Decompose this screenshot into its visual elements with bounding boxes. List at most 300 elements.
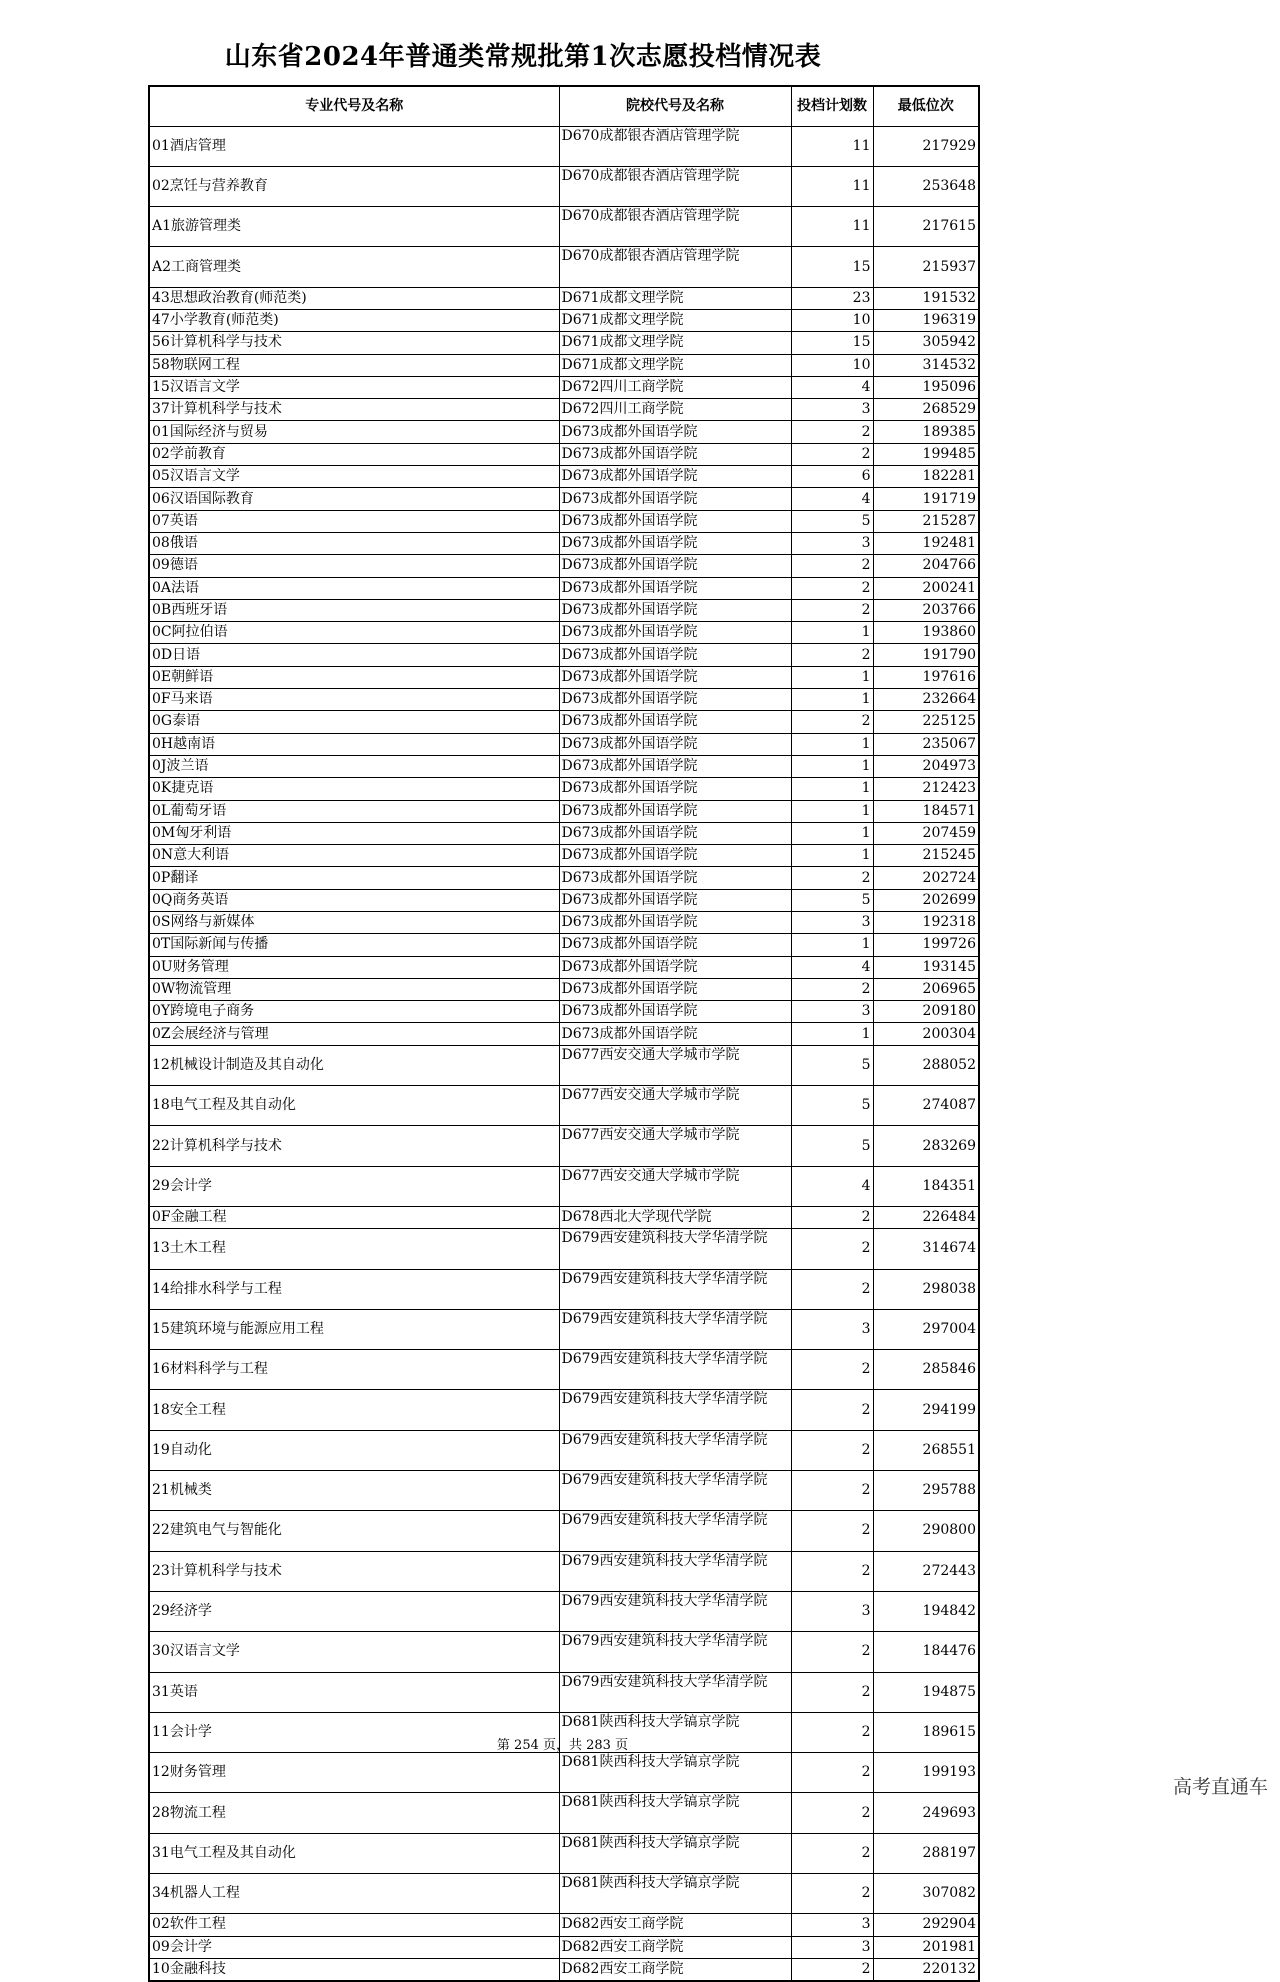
cell-plan-count: 3 <box>791 1001 873 1023</box>
cell-major: 01国际经济与贸易 <box>149 421 559 443</box>
cell-major: 0S网络与新媒体 <box>149 912 559 934</box>
cell-min-rank: 192318 <box>873 912 979 934</box>
table-row <box>149 800 979 822</box>
cell-major: 31电气工程及其自动化 <box>149 1833 559 1873</box>
table-row <box>149 934 979 956</box>
cell-min-rank: 314532 <box>873 354 979 376</box>
cell-plan-count: 10 <box>791 354 873 376</box>
column-header-major: 专业代号及名称 <box>149 86 559 126</box>
table-row <box>149 1309 979 1349</box>
cell-school: D673成都外国语学院 <box>559 622 791 644</box>
cell-school: D679西安建筑科技大学华清学院 <box>559 1309 791 1349</box>
table-row <box>149 1632 979 1672</box>
cell-plan-count: 11 <box>791 166 873 206</box>
cell-major: 0W物流管理 <box>149 978 559 1000</box>
cell-major: 13土木工程 <box>149 1229 559 1269</box>
cell-major: 14给排水科学与工程 <box>149 1269 559 1309</box>
cell-major: 0U财务管理 <box>149 956 559 978</box>
table-row <box>149 622 979 644</box>
cell-school: D677西安交通大学城市学院 <box>559 1166 791 1206</box>
page-title: 山东省2024年普通类常规批第1次志愿投档情况表 <box>224 42 822 72</box>
cell-school: D670成都银杏酒店管理学院 <box>559 247 791 287</box>
cell-major: 02烹饪与营养教育 <box>149 166 559 206</box>
cell-min-rank: 184476 <box>873 1632 979 1672</box>
table-row <box>149 1269 979 1309</box>
cell-plan-count: 1 <box>791 733 873 755</box>
table-row <box>149 733 979 755</box>
cell-min-rank: 283269 <box>873 1126 979 1166</box>
cell-min-rank: 307082 <box>873 1874 979 1914</box>
cell-major: 34机器人工程 <box>149 1874 559 1914</box>
cell-school: D673成都外国语学院 <box>559 488 791 510</box>
cell-school: D677西安交通大学城市学院 <box>559 1086 791 1126</box>
cell-plan-count: 3 <box>791 1936 873 1958</box>
cell-min-rank: 191790 <box>873 644 979 666</box>
table-row <box>149 488 979 510</box>
cell-plan-count: 2 <box>791 711 873 733</box>
column-header-school: 院校代号及名称 <box>559 86 791 126</box>
cell-school: D679西安建筑科技大学华清学院 <box>559 1591 791 1631</box>
cell-min-rank: 206965 <box>873 978 979 1000</box>
cell-plan-count: 3 <box>791 532 873 554</box>
table-row <box>149 1023 979 1045</box>
cell-school: D673成都外国语学院 <box>559 644 791 666</box>
cell-min-rank: 220132 <box>873 1958 979 1980</box>
cell-major: 30汉语言文学 <box>149 1632 559 1672</box>
cell-min-rank: 235067 <box>873 733 979 755</box>
cell-major: 22计算机科学与技术 <box>149 1126 559 1166</box>
table-body <box>149 126 979 1981</box>
cell-school: D672四川工商学院 <box>559 399 791 421</box>
table-row <box>149 1753 979 1793</box>
table-row <box>149 1591 979 1631</box>
cell-school: D679西安建筑科技大学华清学院 <box>559 1350 791 1390</box>
cell-plan-count: 2 <box>791 1229 873 1269</box>
watermark: 高考直通车 <box>1172 1776 1268 1798</box>
cell-plan-count: 2 <box>791 1793 873 1833</box>
cell-school: D682西安工商学院 <box>559 1936 791 1958</box>
cell-plan-count: 1 <box>791 778 873 800</box>
table-row <box>149 1936 979 1958</box>
cell-major: 0Q商务英语 <box>149 889 559 911</box>
column-header-min-rank: 最低位次 <box>873 86 979 126</box>
cell-min-rank: 274087 <box>873 1086 979 1126</box>
table-row <box>149 689 979 711</box>
cell-plan-count: 2 <box>791 1350 873 1390</box>
cell-school: D682西安工商学院 <box>559 1958 791 1980</box>
cell-major: 29经济学 <box>149 1591 559 1631</box>
cell-major: 0J波兰语 <box>149 755 559 777</box>
cell-plan-count: 2 <box>791 1430 873 1470</box>
cell-plan-count: 1 <box>791 666 873 688</box>
cell-plan-count: 2 <box>791 577 873 599</box>
table-header-row <box>149 86 979 126</box>
table-row <box>149 1914 979 1936</box>
cell-min-rank: 215937 <box>873 247 979 287</box>
table-row <box>149 845 979 867</box>
cell-school: D678西北大学现代学院 <box>559 1206 791 1228</box>
cell-major: 0A法语 <box>149 577 559 599</box>
cell-major: 0M匈牙利语 <box>149 822 559 844</box>
column-header-plan-count: 投档计划数 <box>791 86 873 126</box>
cell-min-rank: 294199 <box>873 1390 979 1430</box>
cell-min-rank: 196319 <box>873 309 979 331</box>
cell-plan-count: 2 <box>791 978 873 1000</box>
cell-major: 12机械设计制造及其自动化 <box>149 1045 559 1085</box>
cell-school: D673成都外国语学院 <box>559 1023 791 1045</box>
cell-major: 0E朝鲜语 <box>149 666 559 688</box>
cell-plan-count: 3 <box>791 912 873 934</box>
cell-school: D673成都外国语学院 <box>559 733 791 755</box>
table-row <box>149 1086 979 1126</box>
cell-major: 0Z会展经济与管理 <box>149 1023 559 1045</box>
cell-min-rank: 288052 <box>873 1045 979 1085</box>
cell-min-rank: 209180 <box>873 1001 979 1023</box>
cell-plan-count: 4 <box>791 1166 873 1206</box>
cell-school: D673成都外国语学院 <box>559 956 791 978</box>
cell-major: 0F马来语 <box>149 689 559 711</box>
cell-major: 06汉语国际教育 <box>149 488 559 510</box>
cell-major: 09会计学 <box>149 1936 559 1958</box>
cell-major: 0K捷克语 <box>149 778 559 800</box>
cell-min-rank: 201981 <box>873 1936 979 1958</box>
table-row <box>149 1833 979 1873</box>
cell-school: D679西安建筑科技大学华清学院 <box>559 1430 791 1470</box>
table-row <box>149 1390 979 1430</box>
cell-min-rank: 195096 <box>873 376 979 398</box>
cell-min-rank: 215287 <box>873 510 979 532</box>
cell-plan-count: 5 <box>791 1086 873 1126</box>
cell-plan-count: 2 <box>791 1712 873 1752</box>
cell-major: 0Y跨境电子商务 <box>149 1001 559 1023</box>
cell-min-rank: 184351 <box>873 1166 979 1206</box>
cell-min-rank: 207459 <box>873 822 979 844</box>
cell-school: D677西安交通大学城市学院 <box>559 1045 791 1085</box>
table-row <box>149 555 979 577</box>
cell-school: D673成都外国语学院 <box>559 755 791 777</box>
table-row <box>149 1001 979 1023</box>
cell-major: 47小学教育(师范类) <box>149 309 559 331</box>
table-row <box>149 1350 979 1390</box>
cell-plan-count: 1 <box>791 845 873 867</box>
cell-plan-count: 2 <box>791 1833 873 1873</box>
cell-min-rank: 184571 <box>873 800 979 822</box>
cell-major: 58物联网工程 <box>149 354 559 376</box>
cell-min-rank: 191719 <box>873 488 979 510</box>
cell-plan-count: 1 <box>791 800 873 822</box>
table-row <box>149 126 979 166</box>
cell-plan-count: 3 <box>791 1914 873 1936</box>
cell-school: D679西安建筑科技大学华清学院 <box>559 1511 791 1551</box>
cell-min-rank: 199726 <box>873 934 979 956</box>
cell-min-rank: 193145 <box>873 956 979 978</box>
cell-plan-count: 2 <box>791 1874 873 1914</box>
cell-min-rank: 215245 <box>873 845 979 867</box>
cell-min-rank: 268529 <box>873 399 979 421</box>
table-row <box>149 421 979 443</box>
table-row <box>149 1793 979 1833</box>
cell-major: 11会计学 <box>149 1712 559 1752</box>
cell-school: D673成都外国语学院 <box>559 466 791 488</box>
cell-school: D679西安建筑科技大学华清学院 <box>559 1632 791 1672</box>
cell-school: D679西安建筑科技大学华清学院 <box>559 1551 791 1591</box>
table-row <box>149 309 979 331</box>
table-row <box>149 443 979 465</box>
cell-school: D671成都文理学院 <box>559 354 791 376</box>
cell-school: D673成都外国语学院 <box>559 689 791 711</box>
table-row <box>149 822 979 844</box>
cell-plan-count: 2 <box>791 443 873 465</box>
table-row <box>149 889 979 911</box>
cell-major: 23计算机科学与技术 <box>149 1551 559 1591</box>
cell-plan-count: 1 <box>791 755 873 777</box>
cell-min-rank: 290800 <box>873 1511 979 1551</box>
cell-min-rank: 204766 <box>873 555 979 577</box>
page-number: 第 254 页，共 283 页 <box>496 1738 629 1753</box>
cell-plan-count: 3 <box>791 1309 873 1349</box>
table-row <box>149 956 979 978</box>
cell-plan-count: 3 <box>791 1591 873 1631</box>
table-row <box>149 247 979 287</box>
table-row <box>149 1511 979 1551</box>
cell-school: D673成都外国语学院 <box>559 822 791 844</box>
cell-min-rank: 197616 <box>873 666 979 688</box>
cell-major: 37计算机科学与技术 <box>149 399 559 421</box>
cell-plan-count: 1 <box>791 1023 873 1045</box>
cell-school: D673成都外国语学院 <box>559 867 791 889</box>
table-row <box>149 166 979 206</box>
cell-plan-count: 2 <box>791 1672 873 1712</box>
cell-school: D673成都外国语学院 <box>559 1001 791 1023</box>
cell-major: 31英语 <box>149 1672 559 1712</box>
cell-school: D673成都外国语学院 <box>559 978 791 1000</box>
cell-school: D679西安建筑科技大学华清学院 <box>559 1229 791 1269</box>
cell-school: D673成都外国语学院 <box>559 845 791 867</box>
cell-plan-count: 2 <box>791 867 873 889</box>
cell-plan-count: 6 <box>791 466 873 488</box>
table-row <box>149 1166 979 1206</box>
table-row <box>149 978 979 1000</box>
cell-plan-count: 2 <box>791 1551 873 1591</box>
table-row <box>149 399 979 421</box>
cell-major: 15汉语言文学 <box>149 376 559 398</box>
cell-min-rank: 189385 <box>873 421 979 443</box>
cell-min-rank: 212423 <box>873 778 979 800</box>
cell-major: 0D日语 <box>149 644 559 666</box>
cell-school: D679西安建筑科技大学华清学院 <box>559 1269 791 1309</box>
cell-major: 56计算机科学与技术 <box>149 332 559 354</box>
table-row <box>149 1430 979 1470</box>
cell-school: D673成都外国语学院 <box>559 800 791 822</box>
admission-table <box>148 85 980 1982</box>
cell-school: D673成都外国语学院 <box>559 555 791 577</box>
cell-major: 15建筑环境与能源应用工程 <box>149 1309 559 1349</box>
cell-major: 10金融科技 <box>149 1958 559 1980</box>
cell-plan-count: 4 <box>791 488 873 510</box>
table-row <box>149 912 979 934</box>
cell-min-rank: 314674 <box>873 1229 979 1269</box>
cell-school: D671成都文理学院 <box>559 287 791 309</box>
cell-school: D679西安建筑科技大学华清学院 <box>559 1471 791 1511</box>
cell-plan-count: 2 <box>791 1206 873 1228</box>
cell-school: D673成都外国语学院 <box>559 599 791 621</box>
cell-min-rank: 203766 <box>873 599 979 621</box>
cell-school: D673成都外国语学院 <box>559 510 791 532</box>
table-row <box>149 778 979 800</box>
cell-plan-count: 2 <box>791 599 873 621</box>
table-row <box>149 755 979 777</box>
cell-major: 28物流工程 <box>149 1793 559 1833</box>
table-row <box>149 354 979 376</box>
cell-min-rank: 285846 <box>873 1350 979 1390</box>
cell-min-rank: 226484 <box>873 1206 979 1228</box>
cell-plan-count: 5 <box>791 1045 873 1085</box>
cell-min-rank: 200241 <box>873 577 979 599</box>
cell-min-rank: 194875 <box>873 1672 979 1712</box>
cell-school: D681陕西科技大学镐京学院 <box>559 1753 791 1793</box>
cell-min-rank: 200304 <box>873 1023 979 1045</box>
cell-school: D673成都外国语学院 <box>559 934 791 956</box>
cell-plan-count: 2 <box>791 1471 873 1511</box>
cell-min-rank: 305942 <box>873 332 979 354</box>
cell-min-rank: 199485 <box>873 443 979 465</box>
cell-school: D673成都外国语学院 <box>559 421 791 443</box>
cell-min-rank: 288197 <box>873 1833 979 1873</box>
cell-school: D671成都文理学院 <box>559 309 791 331</box>
table-row <box>149 1206 979 1228</box>
cell-major: 22建筑电气与智能化 <box>149 1511 559 1551</box>
cell-major: 21机械类 <box>149 1471 559 1511</box>
table-row <box>149 466 979 488</box>
cell-school: D671成都文理学院 <box>559 332 791 354</box>
cell-plan-count: 15 <box>791 247 873 287</box>
cell-major: 07英语 <box>149 510 559 532</box>
cell-min-rank: 191532 <box>873 287 979 309</box>
cell-school: D673成都外国语学院 <box>559 711 791 733</box>
table-row <box>149 666 979 688</box>
cell-major: 43思想政治教育(师范类) <box>149 287 559 309</box>
cell-major: A2工商管理类 <box>149 247 559 287</box>
table-row <box>149 867 979 889</box>
cell-min-rank: 204973 <box>873 755 979 777</box>
cell-min-rank: 182281 <box>873 466 979 488</box>
cell-plan-count: 2 <box>791 1269 873 1309</box>
cell-school: D681陕西科技大学镐京学院 <box>559 1712 791 1752</box>
cell-min-rank: 232664 <box>873 689 979 711</box>
cell-major: 16材料科学与工程 <box>149 1350 559 1390</box>
cell-school: D670成都银杏酒店管理学院 <box>559 207 791 247</box>
cell-school: D673成都外国语学院 <box>559 889 791 911</box>
cell-major: 0N意大利语 <box>149 845 559 867</box>
cell-school: D673成都外国语学院 <box>559 912 791 934</box>
cell-major: 0T国际新闻与传播 <box>149 934 559 956</box>
table-row <box>149 644 979 666</box>
cell-major: 12财务管理 <box>149 1753 559 1793</box>
cell-plan-count: 1 <box>791 622 873 644</box>
cell-major: 08俄语 <box>149 532 559 554</box>
cell-major: 18电气工程及其自动化 <box>149 1086 559 1126</box>
cell-min-rank: 268551 <box>873 1430 979 1470</box>
cell-school: D673成都外国语学院 <box>559 577 791 599</box>
cell-school: D681陕西科技大学镐京学院 <box>559 1833 791 1873</box>
table-row <box>149 207 979 247</box>
cell-min-rank: 217929 <box>873 126 979 166</box>
cell-school: D679西安建筑科技大学华清学院 <box>559 1672 791 1712</box>
cell-plan-count: 2 <box>791 1390 873 1430</box>
cell-school: D681陕西科技大学镐京学院 <box>559 1793 791 1833</box>
cell-school: D670成都银杏酒店管理学院 <box>559 126 791 166</box>
cell-school: D672四川工商学院 <box>559 376 791 398</box>
cell-school: D677西安交通大学城市学院 <box>559 1126 791 1166</box>
cell-min-rank: 202724 <box>873 867 979 889</box>
cell-plan-count: 11 <box>791 207 873 247</box>
cell-school: D682西安工商学院 <box>559 1914 791 1936</box>
cell-min-rank: 298038 <box>873 1269 979 1309</box>
cell-major: 19自动化 <box>149 1430 559 1470</box>
table-row <box>149 1126 979 1166</box>
cell-min-rank: 194842 <box>873 1591 979 1631</box>
cell-plan-count: 2 <box>791 1511 873 1551</box>
cell-plan-count: 2 <box>791 421 873 443</box>
cell-school: D673成都外国语学院 <box>559 778 791 800</box>
cell-major: A1旅游管理类 <box>149 207 559 247</box>
cell-major: 0B西班牙语 <box>149 599 559 621</box>
cell-major: 0F金融工程 <box>149 1206 559 1228</box>
cell-plan-count: 3 <box>791 399 873 421</box>
cell-min-rank: 225125 <box>873 711 979 733</box>
cell-major: 0H越南语 <box>149 733 559 755</box>
cell-school: D681陕西科技大学镐京学院 <box>559 1874 791 1914</box>
table-row <box>149 1471 979 1511</box>
cell-plan-count: 4 <box>791 956 873 978</box>
cell-plan-count: 2 <box>791 1632 873 1672</box>
cell-plan-count: 11 <box>791 126 873 166</box>
table-row <box>149 1229 979 1269</box>
cell-plan-count: 4 <box>791 376 873 398</box>
cell-major: 0G泰语 <box>149 711 559 733</box>
cell-major: 0P翻译 <box>149 867 559 889</box>
cell-plan-count: 5 <box>791 889 873 911</box>
cell-plan-count: 1 <box>791 934 873 956</box>
table-row <box>149 1874 979 1914</box>
table-row <box>149 287 979 309</box>
cell-plan-count: 2 <box>791 644 873 666</box>
cell-plan-count: 1 <box>791 689 873 711</box>
table-row <box>149 510 979 532</box>
cell-major: 18安全工程 <box>149 1390 559 1430</box>
table-row <box>149 1672 979 1712</box>
cell-major: 01酒店管理 <box>149 126 559 166</box>
cell-major: 29会计学 <box>149 1166 559 1206</box>
cell-major: 02软件工程 <box>149 1914 559 1936</box>
cell-plan-count: 5 <box>791 510 873 532</box>
cell-plan-count: 1 <box>791 822 873 844</box>
cell-min-rank: 249693 <box>873 1793 979 1833</box>
cell-min-rank: 189615 <box>873 1712 979 1752</box>
table-row <box>149 711 979 733</box>
cell-min-rank: 297004 <box>873 1309 979 1349</box>
cell-major: 05汉语言文学 <box>149 466 559 488</box>
cell-min-rank: 217615 <box>873 207 979 247</box>
table-row <box>149 532 979 554</box>
cell-major: 02学前教育 <box>149 443 559 465</box>
cell-school: D670成都银杏酒店管理学院 <box>559 166 791 206</box>
table-row <box>149 577 979 599</box>
cell-plan-count: 2 <box>791 1753 873 1793</box>
cell-school: D679西安建筑科技大学华清学院 <box>559 1390 791 1430</box>
cell-min-rank: 199193 <box>873 1753 979 1793</box>
table-row <box>149 1551 979 1591</box>
